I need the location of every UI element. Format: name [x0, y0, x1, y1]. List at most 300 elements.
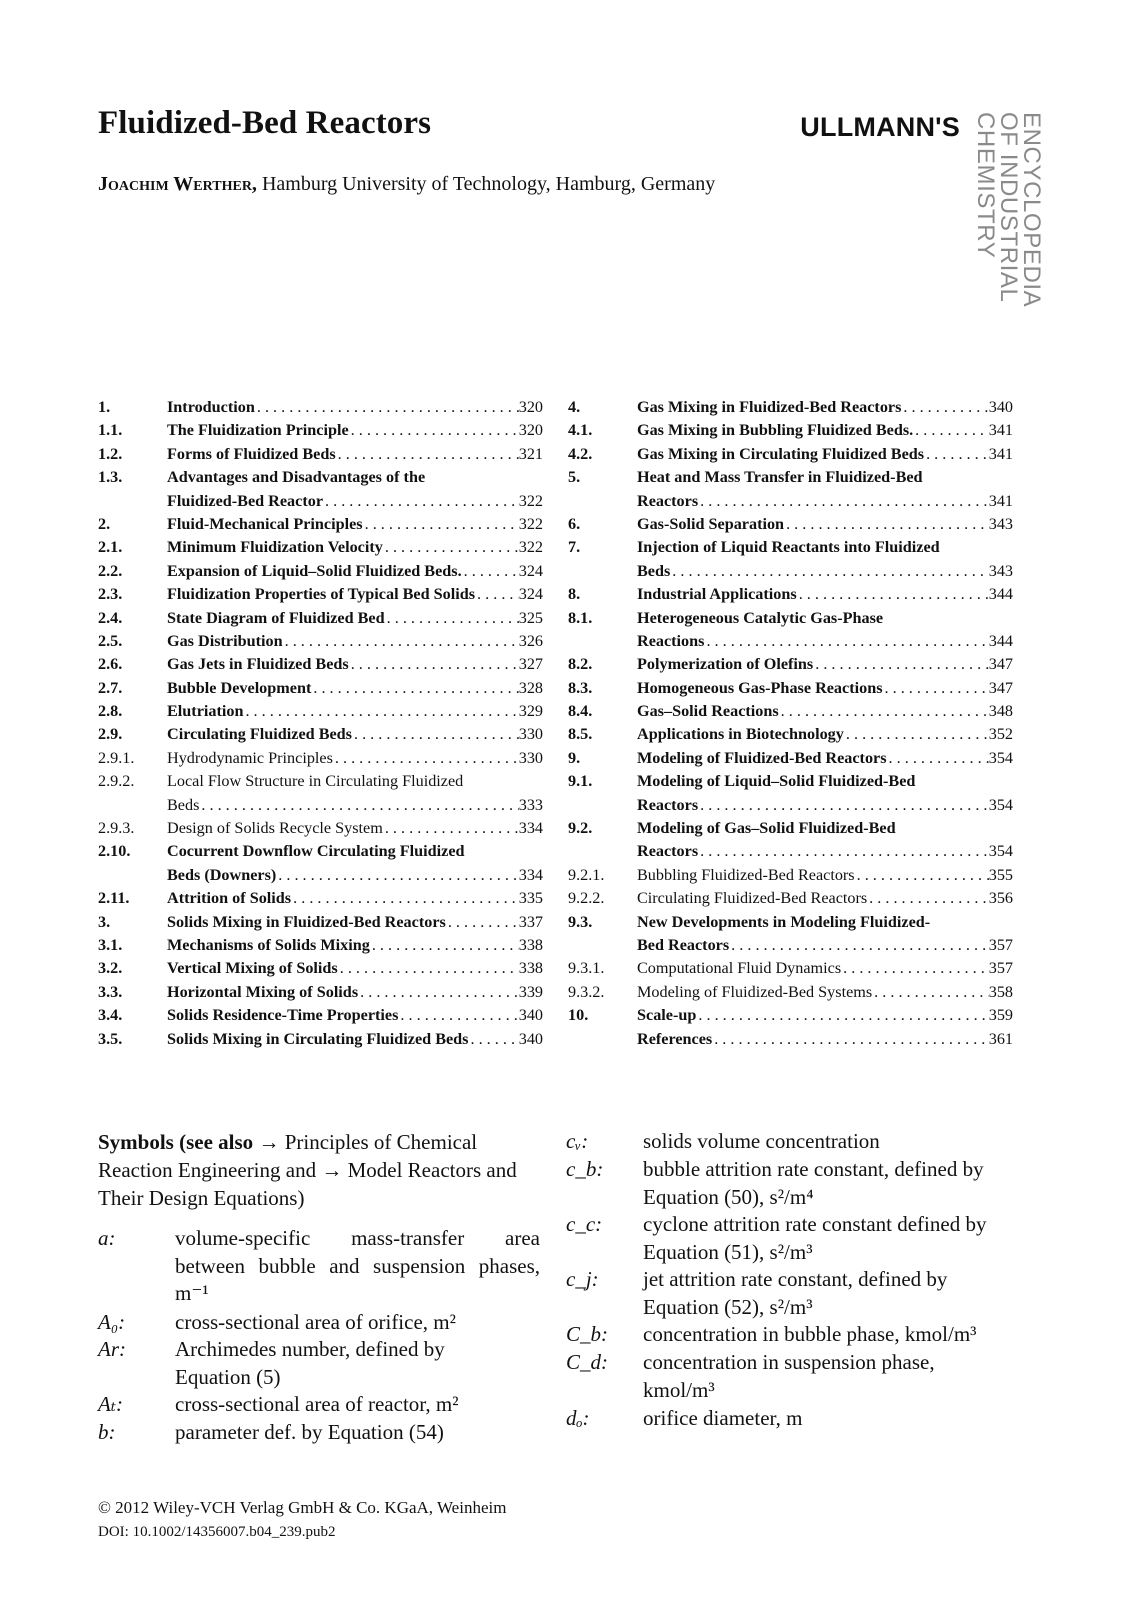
toc-entry-number: 9.	[568, 748, 581, 767]
toc-entry-page: 348	[988, 702, 1013, 721]
toc-entry-text	[167, 794, 543, 817]
symbol-key: a:	[98, 1226, 116, 1250]
toc-entry-number: 2.10.	[98, 842, 131, 861]
toc-dot-leader	[276, 864, 518, 887]
toc-entry-title: Reactors	[637, 795, 699, 814]
symbol-key: c_j:	[566, 1267, 599, 1291]
toc-entry-text	[637, 490, 1013, 513]
toc-entry	[568, 1028, 1013, 1051]
toc-entry-title: Gas Mixing in Bubbling Fluidized Beds.	[637, 421, 914, 440]
toc-entry	[568, 466, 1013, 489]
toc-entry-text	[167, 840, 543, 863]
toc-entry-title: Minimum Fluidization Velocity	[167, 538, 383, 557]
toc-entry	[568, 957, 1013, 980]
toc-entry-number: 1.3.	[98, 468, 123, 487]
toc-entry-text	[637, 747, 1013, 770]
toc-entry	[98, 607, 543, 630]
toc-entry-number: 8.	[568, 585, 581, 604]
symbol-key: dₒ:	[566, 1406, 590, 1430]
toc-entry-page: 356	[988, 889, 1013, 908]
toc-entry	[98, 513, 543, 536]
doi-line: DOI: 10.1002/14356007.b04_239.pub2	[98, 1524, 336, 1540]
toc-entry-title: Solids Mixing in Circulating Fluidized Beds	[167, 1029, 469, 1048]
symbol-key: b:	[98, 1420, 116, 1444]
toc-entry-text	[637, 513, 1013, 536]
toc-entry-title: Attrition of Solids	[167, 889, 292, 908]
toc-entry-title: Beds	[637, 561, 671, 580]
toc-dot-leader	[887, 747, 989, 770]
toc-entry-title: References	[637, 1029, 713, 1048]
toc-entry-title: Solids Mixing in Fluidized-Bed Reactors	[167, 912, 446, 931]
toc-entry-text	[637, 607, 1013, 630]
toc-entry-text	[637, 934, 1013, 957]
symbol-definition: cyclone attrition rate constant defined by Equation (51), s²/m³	[643, 1212, 987, 1264]
toc-entry-title: Gas Distribution	[167, 631, 283, 650]
toc-entry-text	[637, 443, 1013, 466]
toc-entry-title: Advantages and Disadvantages of the	[167, 468, 426, 487]
toc-entry	[98, 653, 543, 676]
toc-entry	[98, 911, 543, 934]
toc-entry-title: Gas-Solid Separation	[637, 514, 785, 533]
toc-entry-title: Modeling of Fluidized-Bed Systems	[637, 982, 873, 1001]
toc-entry-page: 340	[988, 398, 1013, 416]
toc-dot-leader	[924, 443, 989, 466]
toc-entry	[568, 513, 1013, 536]
logo-line-3: CHEMISTRY	[972, 112, 999, 259]
toc-dot-leader	[696, 1004, 988, 1027]
toc-entry	[98, 957, 543, 980]
toc-entry-text	[167, 419, 543, 442]
toc-entry-page: 338	[518, 935, 543, 954]
toc-entry-number: 2.11.	[98, 889, 130, 908]
toc-dot-leader	[813, 653, 988, 676]
toc-entry-page: 335	[518, 889, 543, 908]
toc-entry-page: 324	[518, 585, 543, 604]
symbols-heading-bold: Symbols (see also	[98, 1130, 254, 1154]
symbol-definition: jet attrition rate constant, defined by Equation (52), s²/m³	[643, 1267, 948, 1319]
toc-entry-text	[167, 864, 543, 887]
toc-entry	[568, 607, 1013, 630]
symbol-definition: volume-specific mass-transfer area between bubble and suspension phases, m⁻¹	[175, 1226, 540, 1305]
toc-dot-leader	[383, 817, 519, 840]
toc-entry-text	[637, 817, 1013, 840]
toc-entry-number: 9.2.2.	[568, 889, 605, 908]
toc-entry-title: Heterogeneous Catalytic Gas-Phase	[637, 608, 884, 627]
toc-entry-text	[167, 630, 543, 653]
symbols-heading-rest: → Principles of Chemical Reaction Engineering and → Model Reactors and Their Design Equations)	[98, 1130, 517, 1210]
toc-entry-number: 2.6.	[98, 655, 123, 674]
toc-entry-page: 341	[988, 421, 1013, 440]
toc-entry-title: Industrial Applications	[637, 585, 797, 604]
toc-entry-number: 4.	[568, 398, 581, 416]
toc-entry-number: 2.7.	[98, 678, 123, 697]
symbol-entry	[566, 1156, 1026, 1211]
toc-entry-text	[167, 770, 543, 793]
toc-entry-number: 2.9.	[98, 725, 123, 744]
toc-entry	[98, 723, 543, 746]
symbol-entry	[566, 1405, 1026, 1433]
toc-entry-page: 322	[518, 538, 543, 557]
toc-dot-leader	[363, 513, 519, 536]
toc-entry-text	[167, 466, 543, 489]
toc-entry-title: Polymerization of Olefins	[637, 655, 814, 674]
toc-entry-number: 3.2.	[98, 959, 123, 978]
toc-entry-text	[637, 700, 1013, 723]
symbol-definition: parameter def. by Equation (54)	[175, 1420, 444, 1444]
toc-entry-title: Modeling of Gas–Solid Fluidized-Bed	[637, 819, 896, 838]
toc-entry	[568, 840, 1013, 863]
toc-entry-page: 321	[518, 444, 543, 463]
toc-entry-number: 1.2.	[98, 444, 123, 463]
toc-entry-title: Bubble Development	[167, 678, 312, 697]
toc-entry-title: Computational Fluid Dynamics	[637, 959, 842, 978]
toc-entry-page: 341	[988, 491, 1013, 510]
toc-entry-page: 359	[988, 1006, 1013, 1025]
symbol-entry	[566, 1321, 1026, 1349]
toc-dot-leader	[841, 957, 989, 980]
toc-entry-number: 10.	[568, 1006, 589, 1025]
toc-dot-leader	[729, 934, 989, 957]
toc-entry-page: 333	[518, 795, 543, 814]
toc-entry-page: 354	[988, 795, 1013, 814]
symbol-definition: solids volume concentration	[643, 1129, 880, 1153]
toc-entry-number: 2.1.	[98, 538, 123, 557]
toc-entry-page: 343	[988, 514, 1013, 533]
toc-entry-page: 337	[518, 912, 543, 931]
toc-entry-page: 339	[518, 982, 543, 1001]
toc-entry-text	[167, 887, 543, 910]
toc-dot-leader	[462, 560, 519, 583]
toc-entry-text	[167, 560, 543, 583]
toc-entry-text	[637, 536, 1013, 559]
symbol-definition: Archimedes number, defined by Equation (5)	[175, 1337, 445, 1389]
toc-entry	[568, 1004, 1013, 1027]
toc-entry-title: New Developments in Modeling Fluidized-	[637, 912, 931, 931]
toc-entry-number: 2.	[98, 514, 111, 533]
toc-dot-leader	[468, 1028, 518, 1051]
toc-entry-number: 3.5.	[98, 1029, 123, 1048]
toc-entry-text	[167, 911, 543, 934]
toc-entry-number: 9.2.	[568, 819, 593, 838]
toc-dot-leader	[784, 513, 989, 536]
toc-entry-text	[637, 887, 1013, 910]
toc-entry-page: 347	[988, 655, 1013, 674]
symbols-heading	[98, 1128, 538, 1212]
toc-entry-number: 8.1.	[568, 608, 593, 627]
toc-dot-leader	[349, 653, 519, 676]
toc-entry-title: Applications in Biotechnology	[637, 725, 844, 744]
toc-entry-title: Modeling of Fluidized-Bed Reactors	[637, 748, 887, 767]
logo-line-2: OF INDUSTRIAL	[995, 112, 1022, 303]
toc-entry	[98, 770, 543, 793]
toc-entry	[568, 443, 1013, 466]
toc-entry-text	[167, 747, 543, 770]
toc-entry	[568, 583, 1013, 606]
symbol-entry	[566, 1211, 1026, 1266]
symbol-key: Aₜ:	[98, 1392, 123, 1416]
toc-entry	[568, 653, 1013, 676]
toc-entry	[568, 630, 1013, 653]
toc-entry-title: Bed Reactors	[637, 935, 730, 954]
toc-entry-text	[637, 864, 1013, 887]
toc-entry-text	[167, 700, 543, 723]
toc-entry	[568, 419, 1013, 442]
toc-entry-title: Introduction	[167, 398, 255, 416]
toc-entry-page: 320	[518, 421, 543, 440]
toc-dot-leader	[779, 700, 989, 723]
toc-entry-page: 344	[988, 585, 1013, 604]
toc-entry-text	[167, 981, 543, 1004]
toc-entry	[568, 981, 1013, 1004]
symbol-entry	[98, 1391, 540, 1419]
toc-entry-page: 325	[518, 608, 543, 627]
toc-dot-leader	[698, 794, 989, 817]
toc-entry-number: 3.1.	[98, 935, 123, 954]
author-name: Joachim Werther,	[98, 173, 257, 195]
toc-entry-text	[637, 911, 1013, 934]
toc-entry-number: 3.	[98, 912, 111, 931]
toc-entry-page: 347	[988, 678, 1013, 697]
toc-entry	[98, 934, 543, 957]
toc-entry-number: 4.2.	[568, 444, 593, 463]
toc-entry-number: 7.	[568, 538, 581, 557]
toc-entry-title: Mechanisms of Solids Mixing	[167, 935, 370, 954]
toc-entry-number: 6.	[568, 514, 581, 533]
toc-entry-page: 329	[518, 702, 543, 721]
toc-entry-page: 354	[988, 748, 1013, 767]
toc-entry-text	[167, 396, 543, 419]
toc-entry	[568, 864, 1013, 887]
toc-entry-number: 2.5.	[98, 631, 123, 650]
toc-entry-page: 326	[518, 631, 543, 650]
toc-dot-leader	[349, 419, 519, 442]
toc-entry-title: The Fluidization Principle	[167, 421, 349, 440]
toc-entry-text	[637, 583, 1013, 606]
toc-dot-leader	[844, 723, 989, 746]
toc-entry	[568, 911, 1013, 934]
toc-dot-leader	[855, 864, 989, 887]
toc-dot-leader	[698, 840, 989, 863]
symbol-entry	[98, 1309, 540, 1337]
toc-entry-page: 352	[988, 725, 1013, 744]
toc-entry-title: Beds	[167, 795, 200, 814]
toc-entry-text	[167, 1028, 543, 1051]
toc-entry	[98, 700, 543, 723]
toc-entry-number: 1.	[98, 398, 111, 416]
symbol-definition: orifice diameter, m	[643, 1406, 803, 1430]
symbol-key: Ar:	[98, 1337, 126, 1361]
toc-entry	[568, 723, 1013, 746]
toc-entry-text	[637, 981, 1013, 1004]
toc-dot-leader	[283, 630, 519, 653]
toc-entry-page: 334	[518, 819, 543, 838]
toc-entry	[98, 794, 543, 817]
toc-entry-number: 9.2.1.	[568, 865, 605, 884]
symbol-definition: cross-sectional area of orifice, m²	[175, 1310, 456, 1334]
logo-line-1: ENCYCLOPEDIA	[1018, 112, 1045, 308]
toc-dot-leader	[670, 560, 988, 583]
toc-entry-text	[637, 723, 1013, 746]
toc-entry-number: 9.3.	[568, 912, 593, 931]
toc-entry-title: Vertical Mixing of Solids	[167, 959, 338, 978]
toc-entry-number: 2.4.	[98, 608, 123, 627]
symbol-definition: cross-sectional area of reactor, m²	[175, 1392, 459, 1416]
toc-entry-number: 2.9.3.	[98, 819, 135, 838]
toc-entry-title: Gas–Solid Reactions	[637, 702, 779, 721]
toc-entry-page: 320	[518, 398, 543, 416]
toc-entry-page: 338	[518, 959, 543, 978]
toc-dot-leader	[872, 981, 989, 1004]
toc-entry-title: Hydrodynamic Principles	[167, 748, 333, 767]
toc-dot-leader	[291, 887, 519, 910]
toc-entry-text	[167, 443, 543, 466]
toc-entry-title: Horizontal Mixing of Solids	[167, 982, 359, 1001]
toc-entry	[98, 1028, 543, 1051]
toc-entry-number: 2.8.	[98, 702, 123, 721]
toc-entry	[568, 770, 1013, 793]
toc-entry	[568, 536, 1013, 559]
toc-entry-text	[167, 817, 543, 840]
toc-entry	[568, 490, 1013, 513]
page-footer	[98, 1496, 506, 1544]
toc-entry	[568, 700, 1013, 723]
toc-entry-page: 357	[988, 935, 1013, 954]
toc-entry-text	[167, 490, 543, 513]
toc-entry-page: 341	[988, 444, 1013, 463]
toc-entry	[98, 817, 543, 840]
toc-entry-title: Fluid-Mechanical Principles	[167, 514, 363, 533]
toc-entry-page: 328	[518, 678, 543, 697]
toc-dot-leader	[475, 583, 519, 606]
toc-dot-leader	[336, 443, 519, 466]
toc-entry	[98, 419, 543, 442]
toc-entry	[98, 1004, 543, 1027]
toc-entry-title: Reactions	[637, 631, 705, 650]
toc-entry	[98, 490, 543, 513]
copyright-notice: © 2012 Wiley-VCH Verlag GmbH & Co. KGaA, Weinheim	[98, 1498, 507, 1517]
table-of-contents-left	[98, 396, 543, 1051]
toc-entry	[568, 817, 1013, 840]
toc-entry	[98, 677, 543, 700]
symbol-key: C_d:	[566, 1350, 608, 1374]
toc-entry-title: Cocurrent Downflow Circulating Fluidized	[167, 842, 465, 861]
toc-entry-title: Solids Residence-Time Properties	[167, 1006, 399, 1025]
logo-brand: ULLMANN'S	[800, 112, 960, 142]
toc-entry-text	[167, 607, 543, 630]
toc-entry-title: Local Flow Structure in Circulating Fluidized	[167, 772, 464, 791]
toc-entry-number: 9.3.2.	[568, 982, 605, 1001]
toc-entry-number: 2.9.2.	[98, 772, 135, 791]
symbol-definition: concentration in suspension phase, kmol/m³	[643, 1350, 935, 1402]
toc-entry-title: Fluidized-Bed Reactor	[167, 491, 324, 510]
toc-entry-text	[167, 583, 543, 606]
toc-entry-page: 354	[988, 842, 1013, 861]
symbol-entry	[566, 1266, 1026, 1321]
toc-entry-title: Elutriation	[167, 702, 244, 721]
symbol-key: c_c:	[566, 1212, 603, 1236]
toc-dot-leader	[867, 887, 989, 910]
author-affiliation: Hamburg University of Technology, Hamburg, Germany	[261, 173, 716, 195]
toc-dot-leader	[383, 536, 519, 559]
toc-entry	[568, 560, 1013, 583]
toc-dot-leader	[199, 794, 518, 817]
toc-entry-text	[637, 1028, 1013, 1051]
toc-dot-leader	[446, 911, 519, 934]
logo-vertical-text	[966, 112, 1045, 312]
toc-entry	[568, 677, 1013, 700]
toc-entry	[98, 466, 543, 489]
toc-entry-text	[167, 677, 543, 700]
toc-entry-page: 343	[988, 561, 1013, 580]
toc-entry-page: 324	[518, 561, 543, 580]
toc-entry-page: 357	[988, 959, 1013, 978]
toc-entry	[98, 560, 543, 583]
toc-entry-text	[637, 677, 1013, 700]
toc-entry-text	[637, 466, 1013, 489]
toc-entry-title: Scale-up	[637, 1006, 697, 1025]
toc-entry-number: 8.2.	[568, 655, 593, 674]
toc-dot-leader	[913, 419, 989, 442]
toc-entry-text	[637, 419, 1013, 442]
toc-entry-page: 322	[518, 514, 543, 533]
toc-entry-title: Injection of Liquid Reactants into Fluidized	[637, 538, 940, 557]
toc-entry-text	[637, 770, 1013, 793]
toc-entry-title: Gas Mixing in Circulating Fluidized Beds	[637, 444, 925, 463]
toc-entry-text	[637, 396, 1013, 419]
symbol-entry	[566, 1349, 1026, 1404]
toc-entry	[98, 630, 543, 653]
toc-dot-leader	[797, 583, 989, 606]
toc-entry	[98, 981, 543, 1004]
toc-entry	[568, 934, 1013, 957]
toc-entry-title: Fluidization Properties of Typical Bed Solids	[167, 585, 476, 604]
toc-entry-text	[637, 630, 1013, 653]
symbol-entry	[566, 1128, 1026, 1156]
toc-entry-title: Design of Solids Recycle System	[167, 819, 383, 838]
toc-entry-number: 8.3.	[568, 678, 593, 697]
toc-entry-title: Modeling of Liquid–Solid Fluidized-Bed	[637, 772, 916, 791]
toc-dot-leader	[704, 630, 988, 653]
symbol-definition: concentration in bubble phase, kmol/m³	[643, 1322, 977, 1346]
toc-entry	[568, 794, 1013, 817]
toc-entry-page: 340	[518, 1029, 543, 1048]
toc-dot-leader	[243, 700, 518, 723]
toc-entry	[98, 840, 543, 863]
toc-dot-leader	[255, 396, 519, 419]
toc-entry-title: State Diagram of Fluidized Bed	[167, 608, 385, 627]
toc-dot-leader	[323, 490, 519, 513]
toc-entry-number: 8.5.	[568, 725, 593, 744]
toc-entry-number: 2.9.1.	[98, 748, 135, 767]
toc-entry-title: Reactors	[637, 842, 699, 861]
toc-entry-text	[167, 723, 543, 746]
toc-entry	[568, 396, 1013, 419]
toc-entry-text	[167, 1004, 543, 1027]
toc-dot-leader	[338, 957, 519, 980]
toc-entry-page: 327	[518, 655, 543, 674]
toc-entry-page: 334	[518, 865, 543, 884]
toc-entry-number: 2.3.	[98, 585, 123, 604]
toc-entry-title: Heat and Mass Transfer in Fluidized-Bed	[637, 468, 923, 487]
toc-entry	[568, 887, 1013, 910]
toc-entry-text	[167, 957, 543, 980]
toc-entry	[98, 443, 543, 466]
table-of-contents-right	[568, 396, 1013, 1051]
toc-dot-leader	[370, 934, 519, 957]
toc-entry-number: 8.4.	[568, 702, 593, 721]
symbol-key: A₀:	[98, 1310, 126, 1334]
toc-entry-page: 358	[988, 982, 1013, 1001]
